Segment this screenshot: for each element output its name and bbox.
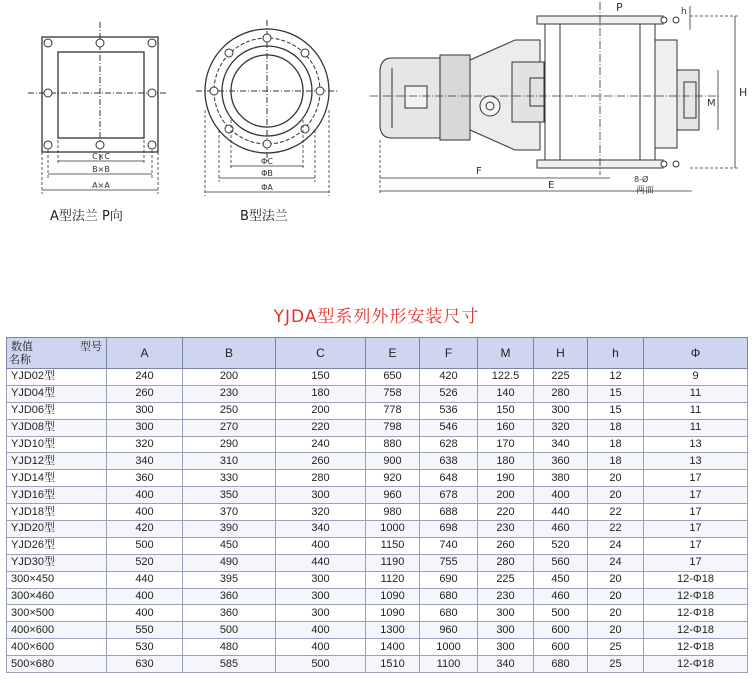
value-cell: 280 — [534, 385, 588, 402]
value-cell: 24 — [588, 537, 644, 554]
value-cell: 980 — [366, 504, 420, 521]
value-cell: 13 — [644, 436, 748, 453]
label-M: M — [707, 98, 716, 109]
label-both-sides: 两面 — [636, 186, 655, 196]
value-cell: 480 — [183, 639, 276, 656]
value-cell: 340 — [276, 521, 366, 538]
model-name-cell: YJD18型 — [7, 504, 107, 521]
value-cell: 320 — [276, 504, 366, 521]
model-name-cell: YJD02型 — [7, 369, 107, 386]
value-cell: 688 — [420, 504, 478, 521]
value-cell: 280 — [478, 554, 534, 571]
value-cell: 250 — [183, 402, 276, 419]
value-cell: 300 — [478, 639, 534, 656]
value-cell: 628 — [420, 436, 478, 453]
table-row — [7, 622, 748, 639]
value-cell: 1090 — [366, 588, 420, 605]
value-cell: 880 — [366, 436, 420, 453]
dim-b-c: ΦC — [261, 157, 273, 166]
table-row — [7, 639, 748, 656]
value-cell: 12-Φ18 — [644, 605, 748, 622]
table-row — [7, 369, 748, 386]
col-header: F — [420, 338, 478, 369]
value-cell: 300 — [107, 402, 183, 419]
value-cell: 520 — [534, 537, 588, 554]
col-header: Φ — [644, 338, 748, 369]
value-cell: 25 — [588, 656, 644, 673]
table-row — [7, 537, 748, 554]
value-cell: 450 — [183, 537, 276, 554]
value-cell: 20 — [588, 605, 644, 622]
value-cell: 180 — [478, 453, 534, 470]
value-cell: 17 — [644, 554, 748, 571]
value-cell: 17 — [644, 537, 748, 554]
table-row — [7, 588, 748, 605]
dim-a-b: B×B — [92, 165, 110, 174]
value-cell: 11 — [644, 385, 748, 402]
model-name-cell: YJD16型 — [7, 487, 107, 504]
value-cell: 390 — [183, 521, 276, 538]
value-cell: 300 — [276, 588, 366, 605]
value-cell: 22 — [588, 504, 644, 521]
value-cell: 500 — [183, 622, 276, 639]
value-cell: 1100 — [420, 656, 478, 673]
corner-header — [7, 338, 107, 369]
value-cell: 550 — [107, 622, 183, 639]
value-cell: 260 — [478, 537, 534, 554]
value-cell: 350 — [183, 487, 276, 504]
drawing-svg — [0, 0, 753, 235]
label-p: P — [616, 1, 623, 14]
model-name-cell: YJD08型 — [7, 419, 107, 436]
model-name-cell: YJD12型 — [7, 453, 107, 470]
value-cell: 536 — [420, 402, 478, 419]
side-elevation-drawing — [370, 2, 740, 195]
table-row — [7, 521, 748, 538]
model-name-cell: YJD20型 — [7, 521, 107, 538]
value-cell: 11 — [644, 419, 748, 436]
model-name-cell: YJD30型 — [7, 554, 107, 571]
label-holes: 8-Ø — [634, 175, 649, 184]
value-cell: 370 — [183, 504, 276, 521]
col-header: A — [107, 338, 183, 369]
value-cell: 230 — [478, 588, 534, 605]
value-cell: 12 — [588, 369, 644, 386]
dim-a-a: A×A — [92, 181, 110, 190]
col-header: H — [534, 338, 588, 369]
table-row — [7, 605, 748, 622]
table-row — [7, 656, 748, 673]
value-cell: 520 — [107, 554, 183, 571]
value-cell: 1190 — [366, 554, 420, 571]
model-name-cell: 400×600 — [7, 622, 107, 639]
value-cell: 698 — [420, 521, 478, 538]
label-h-small: h — [681, 7, 687, 17]
label-F: F — [476, 166, 482, 177]
value-cell: 18 — [588, 436, 644, 453]
value-cell: 960 — [420, 622, 478, 639]
table-row — [7, 419, 748, 436]
col-header: C — [276, 338, 366, 369]
value-cell: 360 — [183, 588, 276, 605]
model-name-cell: YJD10型 — [7, 436, 107, 453]
value-cell: 270 — [183, 419, 276, 436]
value-cell: 20 — [588, 588, 644, 605]
value-cell: 1090 — [366, 605, 420, 622]
value-cell: 160 — [478, 419, 534, 436]
value-cell: 740 — [420, 537, 478, 554]
value-cell: 18 — [588, 453, 644, 470]
value-cell: 12-Φ18 — [644, 639, 748, 656]
col-header: B — [183, 338, 276, 369]
value-cell: 12-Φ18 — [644, 656, 748, 673]
value-cell: 400 — [107, 588, 183, 605]
value-cell: 300 — [276, 487, 366, 504]
dim-b-b: ΦB — [261, 169, 273, 178]
value-cell: 13 — [644, 453, 748, 470]
value-cell: 400 — [107, 605, 183, 622]
value-cell: 190 — [478, 470, 534, 487]
table-row — [7, 453, 748, 470]
value-cell: 526 — [420, 385, 478, 402]
value-cell: 22 — [588, 521, 644, 538]
value-cell: 395 — [183, 571, 276, 588]
table-header-row — [7, 338, 748, 369]
value-cell: 680 — [420, 588, 478, 605]
value-cell: 230 — [478, 521, 534, 538]
value-cell: 260 — [107, 385, 183, 402]
value-cell: 1400 — [366, 639, 420, 656]
value-cell: 960 — [366, 487, 420, 504]
value-cell: 20 — [588, 470, 644, 487]
value-cell: 680 — [420, 605, 478, 622]
table-title: YJDA型系列外形安装尺寸 — [273, 307, 480, 327]
value-cell: 340 — [534, 436, 588, 453]
value-cell: 9 — [644, 369, 748, 386]
col-header: h — [588, 338, 644, 369]
value-cell: 150 — [276, 369, 366, 386]
value-cell: 320 — [534, 419, 588, 436]
value-cell: 1150 — [366, 537, 420, 554]
value-cell: 450 — [534, 571, 588, 588]
flange-a-caption: A型法兰 P向 — [50, 209, 123, 224]
value-cell: 300 — [478, 622, 534, 639]
value-cell: 400 — [276, 622, 366, 639]
value-cell: 150 — [478, 402, 534, 419]
value-cell: 500 — [276, 656, 366, 673]
value-cell: 755 — [420, 554, 478, 571]
value-cell: 400 — [107, 504, 183, 521]
table-row — [7, 385, 748, 402]
value-cell: 420 — [107, 521, 183, 538]
value-cell: 638 — [420, 453, 478, 470]
value-cell: 260 — [276, 453, 366, 470]
value-cell: 300 — [276, 571, 366, 588]
value-cell: 440 — [534, 504, 588, 521]
col-header: E — [366, 338, 420, 369]
model-name-cell: 300×460 — [7, 588, 107, 605]
value-cell: 300 — [478, 605, 534, 622]
value-cell: 290 — [183, 436, 276, 453]
model-name-cell: 300×450 — [7, 571, 107, 588]
value-cell: 340 — [107, 453, 183, 470]
value-cell: 500 — [107, 537, 183, 554]
value-cell: 440 — [107, 571, 183, 588]
model-name-cell: 400×600 — [7, 639, 107, 656]
value-cell: 678 — [420, 487, 478, 504]
model-name-cell: YJD04型 — [7, 385, 107, 402]
table-row — [7, 487, 748, 504]
value-cell: 20 — [588, 487, 644, 504]
value-cell: 920 — [366, 470, 420, 487]
value-cell: 220 — [276, 419, 366, 436]
value-cell: 798 — [366, 419, 420, 436]
value-cell: 680 — [534, 656, 588, 673]
value-cell: 490 — [183, 554, 276, 571]
value-cell: 500 — [534, 605, 588, 622]
value-cell: 25 — [588, 639, 644, 656]
table-row — [7, 436, 748, 453]
value-cell: 400 — [107, 487, 183, 504]
value-cell: 24 — [588, 554, 644, 571]
table-row — [7, 554, 748, 571]
value-cell: 11 — [644, 402, 748, 419]
value-cell: 170 — [478, 436, 534, 453]
value-cell: 380 — [534, 470, 588, 487]
value-cell: 12-Φ18 — [644, 588, 748, 605]
value-cell: 420 — [420, 369, 478, 386]
corner-name-label: 名称 — [9, 354, 31, 366]
value-cell: 225 — [478, 571, 534, 588]
value-cell: 300 — [276, 605, 366, 622]
value-cell: 1000 — [366, 521, 420, 538]
value-cell: 400 — [534, 487, 588, 504]
value-cell: 650 — [366, 369, 420, 386]
value-cell: 1300 — [366, 622, 420, 639]
value-cell: 320 — [107, 436, 183, 453]
value-cell: 530 — [107, 639, 183, 656]
value-cell: 240 — [107, 369, 183, 386]
value-cell: 280 — [276, 470, 366, 487]
value-cell: 200 — [478, 487, 534, 504]
value-cell: 560 — [534, 554, 588, 571]
value-cell: 17 — [644, 521, 748, 538]
value-cell: 330 — [183, 470, 276, 487]
value-cell: 12-Φ18 — [644, 622, 748, 639]
value-cell: 17 — [644, 487, 748, 504]
model-name-cell: YJD14型 — [7, 470, 107, 487]
flange-b-caption: B型法兰 — [240, 209, 288, 224]
value-cell: 585 — [183, 656, 276, 673]
value-cell: 240 — [276, 436, 366, 453]
model-name-cell: YJD26型 — [7, 537, 107, 554]
value-cell: 360 — [534, 453, 588, 470]
model-name-cell: 300×500 — [7, 605, 107, 622]
value-cell: 1000 — [420, 639, 478, 656]
value-cell: 300 — [107, 419, 183, 436]
value-cell: 310 — [183, 453, 276, 470]
table-row — [7, 402, 748, 419]
table-row — [7, 504, 748, 521]
value-cell: 460 — [534, 588, 588, 605]
value-cell: 340 — [478, 656, 534, 673]
value-cell: 778 — [366, 402, 420, 419]
value-cell: 20 — [588, 571, 644, 588]
value-cell: 460 — [534, 521, 588, 538]
value-cell: 648 — [420, 470, 478, 487]
value-cell: 690 — [420, 571, 478, 588]
value-cell: 12-Φ18 — [644, 571, 748, 588]
value-cell: 230 — [183, 385, 276, 402]
value-cell: 18 — [588, 419, 644, 436]
value-cell: 400 — [276, 537, 366, 554]
value-cell: 400 — [276, 639, 366, 656]
value-cell: 440 — [276, 554, 366, 571]
value-cell: 360 — [107, 470, 183, 487]
value-cell: 1510 — [366, 656, 420, 673]
technical-drawings — [0, 0, 753, 235]
dimensions-table — [6, 337, 748, 673]
value-cell: 900 — [366, 453, 420, 470]
value-cell: 15 — [588, 385, 644, 402]
corner-model-label: 型号 — [80, 341, 102, 353]
dim-b-a: ΦA — [261, 183, 273, 192]
value-cell: 180 — [276, 385, 366, 402]
table-body — [7, 369, 748, 673]
value-cell: 600 — [534, 622, 588, 639]
value-cell: 200 — [183, 369, 276, 386]
value-cell: 140 — [478, 385, 534, 402]
value-cell: 300 — [534, 402, 588, 419]
dim-a-c: C×C — [92, 152, 110, 161]
value-cell: 17 — [644, 470, 748, 487]
value-cell: 20 — [588, 622, 644, 639]
col-header: M — [478, 338, 534, 369]
value-cell: 630 — [107, 656, 183, 673]
value-cell: 122.5 — [478, 369, 534, 386]
value-cell: 200 — [276, 402, 366, 419]
value-cell: 360 — [183, 605, 276, 622]
value-cell: 1120 — [366, 571, 420, 588]
value-cell: 600 — [534, 639, 588, 656]
model-name-cell: 500×680 — [7, 656, 107, 673]
corner-value-label: 数值 — [11, 341, 33, 353]
table-row — [7, 470, 748, 487]
value-cell: 225 — [534, 369, 588, 386]
value-cell: 546 — [420, 419, 478, 436]
model-name-cell: YJD06型 — [7, 402, 107, 419]
table-row — [7, 571, 748, 588]
value-cell: 15 — [588, 402, 644, 419]
label-E: E — [548, 180, 555, 191]
value-cell: 758 — [366, 385, 420, 402]
value-cell: 17 — [644, 504, 748, 521]
label-H: H — [739, 86, 748, 99]
value-cell: 220 — [478, 504, 534, 521]
